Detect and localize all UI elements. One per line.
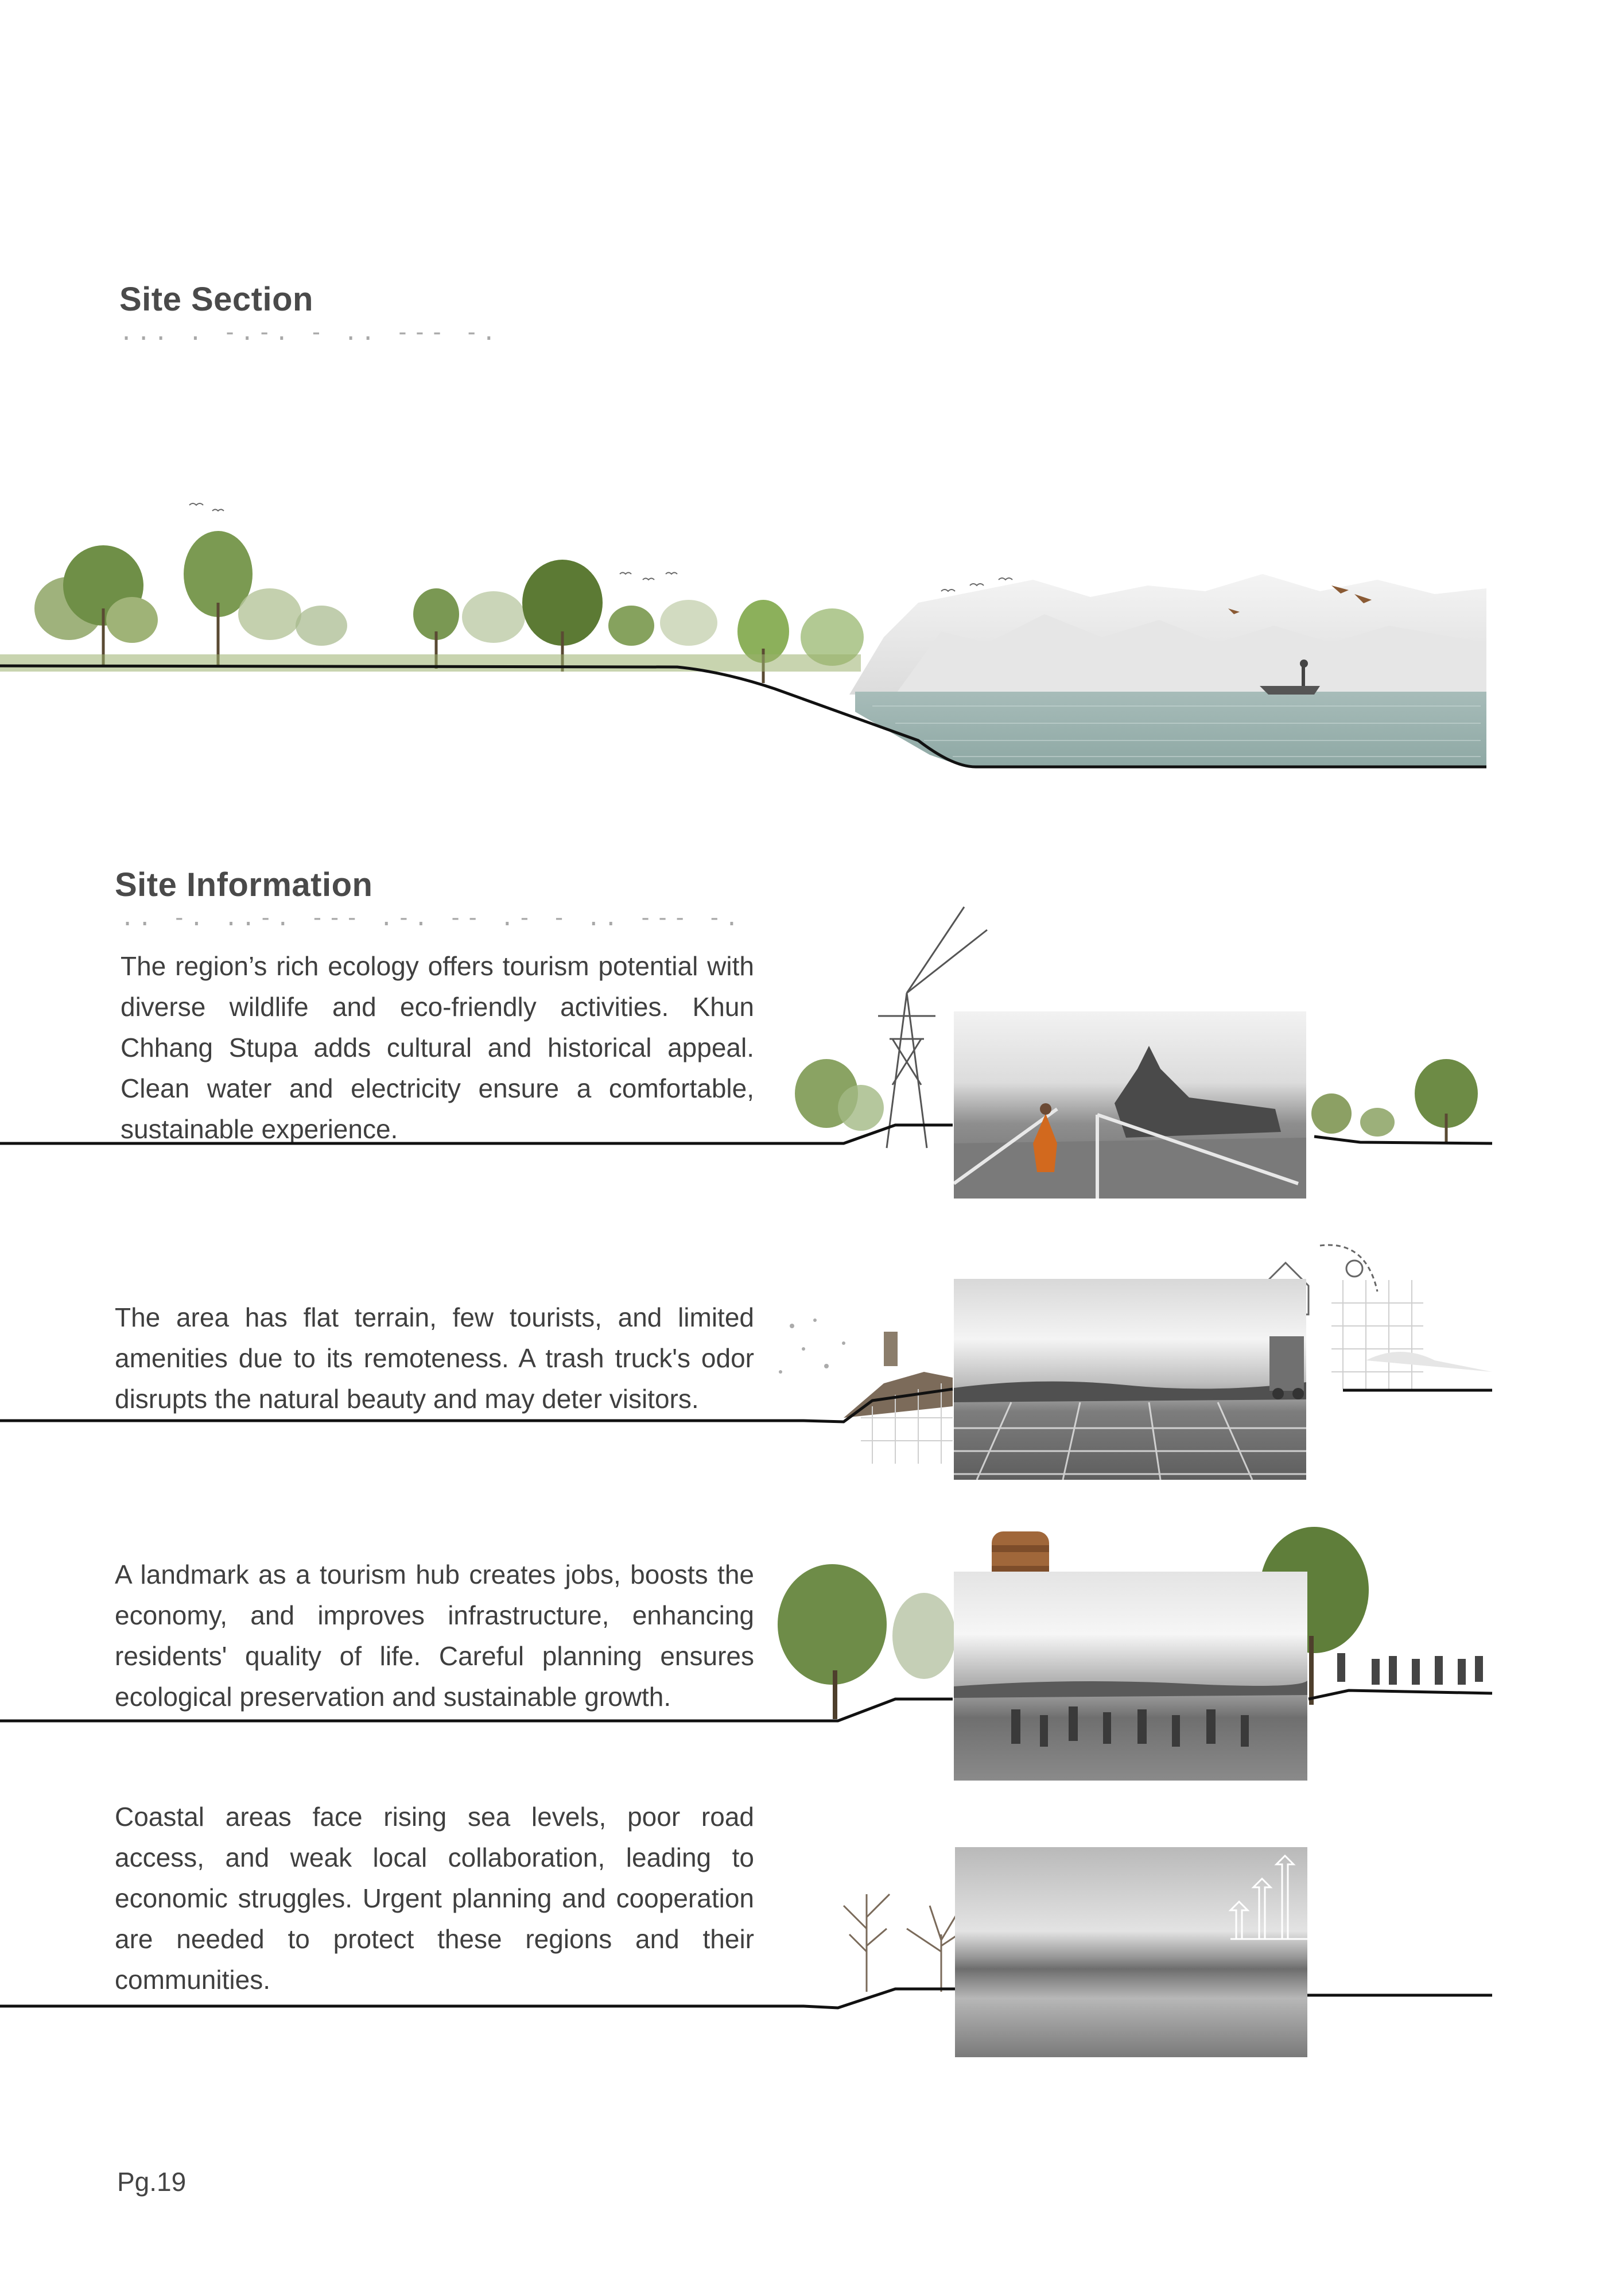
tree-cluster (0, 531, 864, 683)
row-2-photo-field (954, 1279, 1306, 1480)
rising-arrows-icon (1230, 1856, 1307, 1939)
site-section-title: Site Section (119, 281, 313, 318)
tree-left (778, 1564, 887, 1685)
row-2-text: The area has flat terrain, few tourists, and limited amenities due to its remoteness. A trash truck's odor disrupts the natural beauty and may deter visitors. (115, 1302, 754, 1414)
mountains (849, 574, 1486, 695)
site-section-illustration (0, 494, 1492, 781)
row-3-photo-crowd (954, 1572, 1307, 1781)
site-section-morse: ... . -.-. - .. --- -. (119, 319, 499, 346)
site-information-title: Site Information (115, 866, 373, 903)
row-1-text: The region’s rich ecology offers tourism potential with diverse wildlife and eco-friendly activities. Khun Chhang Stupa adds cultural and historical appeal. Clean water and electricity ensure a comfortable, sustainable experience. (121, 951, 754, 1144)
birds (189, 503, 1012, 591)
row-1-photo-stupa (954, 1011, 1306, 1199)
row-4-text: Coastal areas face rising sea levels, poor road access, and weak local collaboration, leading to economic struggles. Urgent planning and cooperation are needed to protect these regions and their communities. (115, 1802, 754, 1995)
row-3-text: A landmark as a tourism hub creates jobs, boosts the economy, and improves infrastructure, enhancing residents' quality of life. Careful planning ensures ecological preservation and sustainable growth. (115, 1560, 754, 1712)
row-4-photo-coast (955, 1847, 1307, 2057)
site-information-morse: .. -. ..-. --- .-. -- .- - .. --- -. (121, 905, 742, 931)
page-number: Pg.19 (117, 2167, 187, 2197)
trash-truck (1269, 1336, 1304, 1391)
crowd (1337, 1653, 1483, 1685)
lake-water (855, 692, 1486, 767)
